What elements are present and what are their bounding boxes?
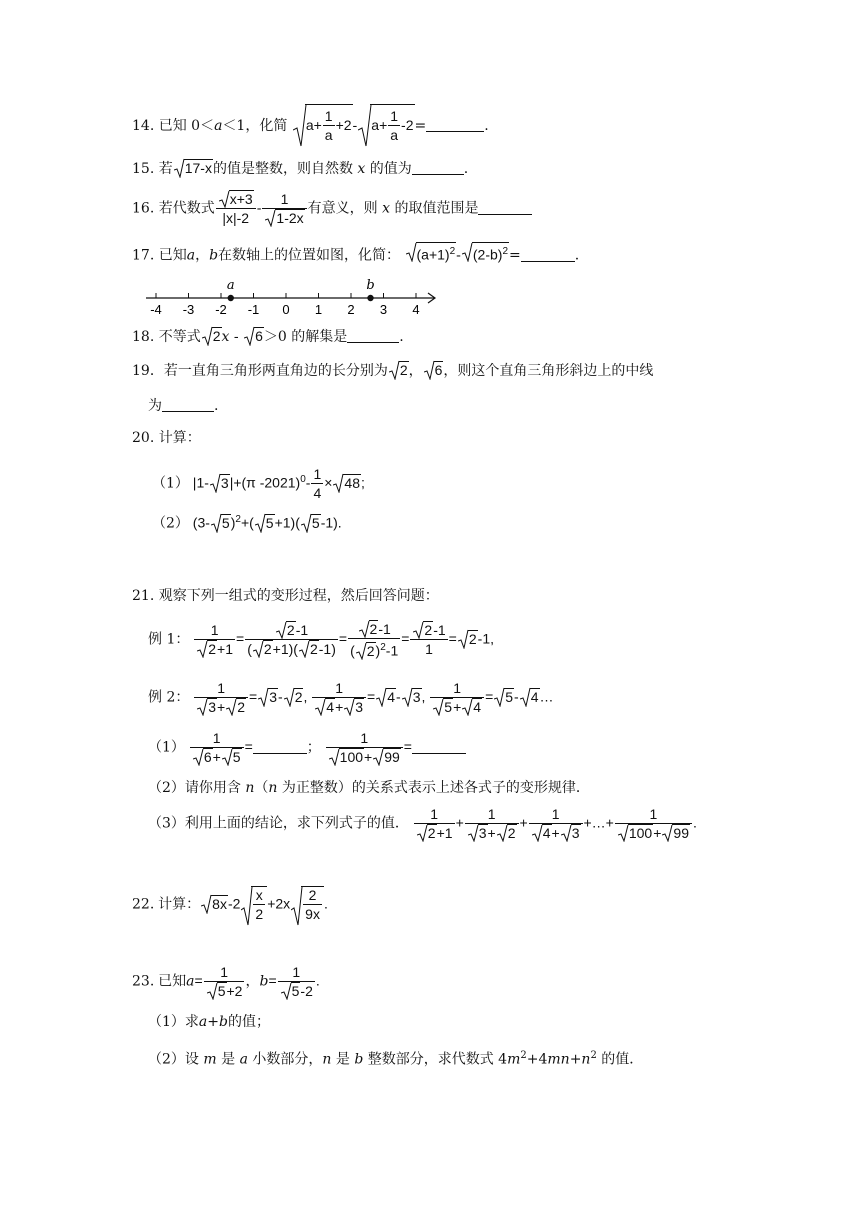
problem-21-q3: （3）利用上面的结论，求下列式子的值． $\frac{1}{2+1}$ + 1 3+ 2 + 1 4+ 3 +…+ 1 100+ 99 . (148, 806, 697, 841)
point-b (367, 295, 373, 301)
answer-blank (253, 739, 307, 754)
answer-blank (521, 247, 575, 262)
sqrt-expression: $(2-b)^2$ (462, 242, 509, 265)
answer-blank (478, 200, 532, 215)
sqrt-2: 2 (389, 360, 409, 380)
sqrt-expression: a+ $\frac{1}{a}$ +2 (293, 104, 353, 145)
problem-20-part1: （1） |1- 3|+(π -2021)$^0$- $\frac{1}{4}$ × 48; (152, 466, 365, 501)
tick-label: 3 (379, 302, 388, 317)
problem-23: 23. 已知a= $\frac{1}{5+2}$ ，b= $\frac{1}{5-2}$ . (132, 964, 320, 999)
fraction: $\frac{1}{1-2x}$ (262, 191, 306, 227)
number-line (146, 278, 446, 318)
example-2: 例 2： 1 3+ 2 = 3- 2, 1 4+ 3 = 4- 3, 1 5+ 4 = 5- 4… (148, 680, 554, 715)
sqrt-expression: $(a+1)^2$ (406, 242, 457, 265)
point-b-label: b (366, 278, 375, 293)
problem-20: 20. 计算： (132, 430, 201, 446)
sqrt-6: 6 (244, 326, 264, 346)
problem-20-part2: （2） (3- 5)$^2$+( 5+1)( 5-1). (152, 514, 342, 532)
problem-number: 14. (132, 118, 155, 134)
point-a (228, 295, 234, 301)
problem-23-q2: （2）设 m 是 a 小数部分，n 是 b 整数部分，求代数式 $4m^2+4mn+n^2$ 的值． (148, 1050, 644, 1068)
problem-17: 17. 已知a，b在数轴上的位置如图，化简： $(a+1)^2-$ $(2-b)^2=$ . (132, 242, 579, 266)
tick-label: -2 (215, 302, 227, 317)
answer-blank (426, 117, 484, 132)
problem-14: 14. 已知 0＜a＜1，化简 a+ $\frac{1}{a}$ +2- a+ $\frac{1}{a}$ -2= . (132, 104, 489, 145)
problem-18: 18. 不等式 2x - 6＞0 的解集是 . (132, 328, 404, 345)
problem-21-q1: （1） 1 6+ 5 = ； 1 100+ 99 = (148, 730, 466, 766)
fraction: $\frac{x+3}{|x|-2}$ (216, 190, 256, 227)
problem-21: 21. 观察下列一组式的变形过程，然后回答问题： (132, 588, 439, 604)
problem-23-q1: （1）求a+b的值； (148, 1014, 270, 1030)
answer-blank (412, 160, 464, 175)
tick-label: -3 (182, 302, 195, 317)
sqrt-expression: 17-x (174, 158, 213, 178)
tick-label: 0 (282, 302, 290, 317)
tick-label: -1 (247, 302, 260, 317)
problem-22: 22. 计算： 8x-2 $\frac{x}{2}$ +2x $\frac{2}{9x}$ . (132, 886, 328, 923)
sqrt-2: 2 (202, 326, 222, 346)
answer-blank (347, 328, 399, 343)
tick-label: -4 (150, 302, 162, 317)
problem-19-cont: 为 . (148, 398, 219, 414)
tick-label: 2 (347, 302, 355, 317)
sqrt-6: 6 (424, 360, 444, 380)
problem-16: 16. 若代数式 $\frac{x+3}{|x|-2}$ - $\frac{1}{1-2x}$ 有意义，则 x 的取值范围是 (132, 190, 532, 227)
sqrt-expression: a+ $\frac{1}{a}$ -2 (358, 104, 414, 145)
answer-blank (162, 397, 214, 412)
tick-label: 1 (314, 302, 323, 317)
tick-label: 4 (412, 302, 420, 317)
example-1: 例 1： $\frac{1}{2+1}$ = 2-1 ( 2+1)( 2-1) = 2-1 ( 2)$^2$-1 = $\frac{2-1}{1}$ = 2-1, (148, 621, 494, 659)
problem-21-q2: （2）请你用含 n（n 为正整数）的关系式表示上述各式子的变形规律． (148, 780, 590, 796)
point-a-label: a (226, 278, 235, 293)
problem-15: 15. 若 17-x的值是整数，则自然数 x 的值为 . (132, 160, 469, 177)
answer-blank (412, 739, 466, 754)
problem-19: 19．若一直角三角形两直角边的长分别为 2， 6，则这个直角三角形斜边上的中线 (132, 362, 654, 379)
